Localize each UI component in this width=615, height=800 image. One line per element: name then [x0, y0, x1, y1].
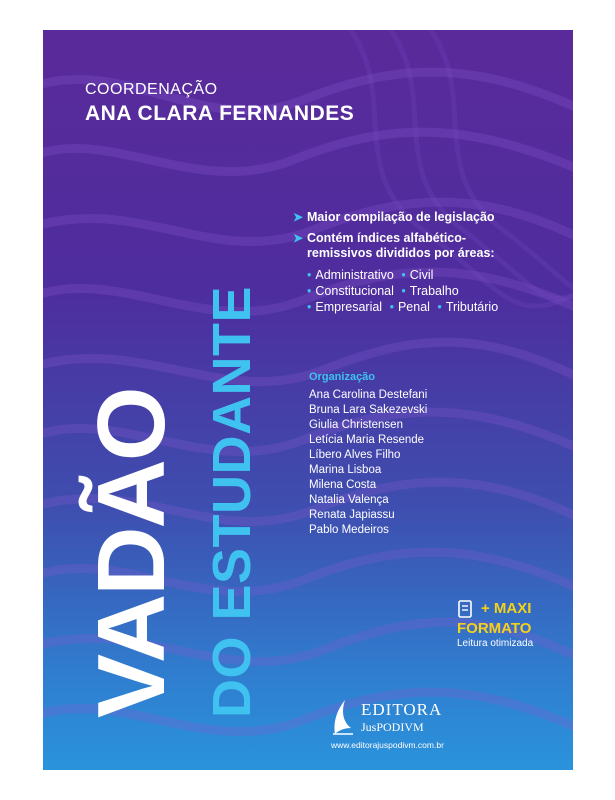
title-sub: DO ESTUDANTE [202, 285, 262, 718]
organizer-name: Renata Japiassu [309, 509, 395, 521]
area-item: Tributário [445, 300, 499, 314]
bullet-dot-icon: • [307, 268, 312, 282]
areas-row [307, 267, 563, 283]
area-item: Constitucional [315, 284, 394, 298]
area-item: Administrativo [315, 268, 394, 282]
format-line1: + MAXI [481, 600, 532, 617]
areas-row [307, 283, 563, 299]
publisher-logo-icon [331, 698, 357, 736]
publisher-url: www.editorajuspodivm.com.br [331, 740, 444, 750]
organizer-name: Ana Carolina Destefani [309, 389, 428, 401]
bullet-item [293, 210, 563, 225]
format-line2: FORMATO [457, 620, 532, 637]
organizer-name: Natalia Valença [309, 494, 389, 506]
organizer-name: Milena Costa [309, 479, 377, 491]
feature-bullets [293, 210, 563, 315]
bullet-dot-icon: • [401, 268, 406, 282]
organizer-name: Letícia Maria Resende [309, 434, 425, 446]
format-badge [457, 598, 567, 654]
area-item: Empresarial [315, 300, 383, 314]
areas-list [307, 267, 563, 315]
bullet-dot-icon: • [389, 300, 394, 314]
area-item: Penal [397, 300, 430, 314]
chevron-right-icon: ➤ [293, 231, 304, 245]
area-item: Civil [409, 268, 434, 282]
bullet-dot-icon: • [401, 284, 406, 298]
format-line3: Leitura otimizada [457, 638, 534, 649]
bullet-dot-icon: • [307, 284, 312, 298]
areas-row [307, 299, 563, 315]
bullet-dot-icon: • [437, 300, 442, 314]
title-main: VADÃO [78, 388, 185, 718]
publisher-name: EDITORA [361, 700, 443, 719]
area-item: Trabalho [409, 284, 459, 298]
organizer-name: Marina Lisboa [309, 464, 382, 476]
bullet-dot-icon: • [307, 300, 312, 314]
bullet-text: Contém índices alfabético-remissivos divididos por áreas: [307, 231, 495, 260]
organizer-name: Líbero Alves Filho [309, 449, 401, 461]
organization-label: Organização [309, 371, 376, 383]
document-icon [457, 600, 477, 620]
organizer-name: Bruna Lara Sakezevski [309, 404, 428, 416]
publisher-block [331, 698, 531, 748]
book-cover [43, 30, 573, 770]
bullet-text: Maior compilação de legislação [307, 210, 495, 224]
organizer-name: Giulia Christensen [309, 419, 403, 431]
chevron-right-icon: ➤ [293, 210, 304, 224]
publisher-subname: JusPODIVM [361, 720, 424, 734]
coordinator-name: ANA CLARA FERNANDES [85, 102, 355, 125]
bullet-item [293, 231, 563, 261]
coordination-label: COORDENAÇÃO [85, 81, 218, 98]
organizer-name: Pablo Medeiros [309, 524, 389, 536]
organizers-list [309, 388, 427, 538]
